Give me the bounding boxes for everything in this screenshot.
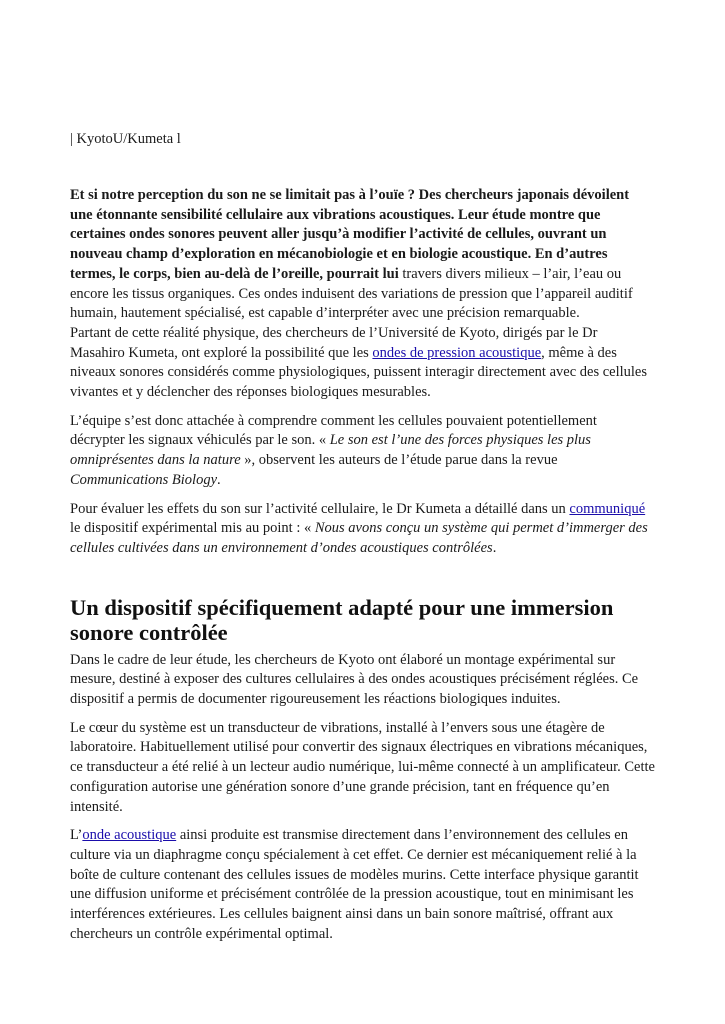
intro-bold-text: Et si notre perception du son ne se limitait pas à l’ouïe ? Des chercheurs japonais dévoilent une étonnante sensibilité cellulaire aux vibrations acoustiques. Leur étude montre que certaines ondes sonores peuvent aller jusqu’à modifier l’activité de cellules, ouvrant un nouveau champ d’exploration en mécanobiologie et en biologie acoustique. En d’autres termes, le corps, bien au-delà de l’oreille, pourrait lui bbox=[70, 187, 630, 282]
article-body bbox=[70, 186, 655, 954]
paragraph-2 bbox=[70, 324, 655, 403]
p7-text-after: ainsi produite est transmise directement dans l’environnement des cellules en culture via un diaphragme conçu spécialement à cet effet. Ce dernier est mécaniquement relié à la boîte de culture contenant des cellules issues de modèles murins. Cette interface physique garantit une diffusion uniforme et précisément contrôlée de la pression acoustique, tout en minimisant les interférences extérieures. Les cellules baignent ainsi dans un bain sonore maîtrisé, offrant aux chercheurs un contrôle expérimental optimal. bbox=[70, 827, 639, 942]
communique-link[interactable]: communiqué bbox=[569, 500, 646, 517]
p3-text: L’équipe s’est donc attachée à comprendre comment les cellules pouvaient potentiellement décrypter les signaux véhiculés par le son. « bbox=[70, 412, 597, 449]
p3-quote: Le son est l’une des forces physiques les plus omniprésentes dans la nature bbox=[70, 432, 591, 469]
intro-paragraph bbox=[70, 186, 655, 324]
p4-text: Pour évaluer les effets du son sur l’activité cellulaire, le Dr Kumeta a détaillé dans un bbox=[70, 500, 570, 517]
p4-text-end: . bbox=[492, 539, 497, 556]
p3-text-middle: », observent les auteurs de l’étude parue dans la revue bbox=[240, 452, 558, 469]
paragraph-3 bbox=[70, 412, 655, 491]
p4-text-middle: le dispositif expérimental mis au point : « bbox=[70, 520, 315, 537]
image-caption: | KyotoU/Kumeta l bbox=[70, 131, 181, 147]
paragraph-5: Dans le cadre de leur étude, les chercheurs de Kyoto ont élaboré un montage expérimental sur mesure, destiné à exposer des cultures cellulaires à des ondes acoustiques précisément réglées. Ce dispositif a permis de documenter rigoureusement les réactions biologiques induites. bbox=[70, 651, 639, 708]
intro-rest-text: travers divers milieux – l’air, l’eau ou encore les tissus organiques. Ces ondes induisent des variations de pression que l’appareil auditif humain, hautement spécialisé, est capable d’interpréter avec une précision remarquable. bbox=[70, 265, 633, 322]
p3-text-end: . bbox=[217, 471, 221, 488]
paragraph-6: Le cœur du système est un transducteur de vibrations, installé à l’envers sous une étagère de laboratoire. Habituellement utilisé pour convertir des signaux électriques en vibrations mécaniques, ce transducteur a été relié à un lecteur audio numérique, lui-même connecté à un amplificateur. Cette configuration autorise une génération sonore d’une grande précision, tant en fréquence qu’en intensité. bbox=[70, 719, 655, 815]
p2-text-after: , même à des niveaux sonores considérés comme physiologiques, puissent interagir directement avec des cellules vivantes et y déclencher des réponses biologiques mesurables. bbox=[70, 344, 648, 401]
journal-name: Communications Biology bbox=[70, 471, 218, 488]
p4-quote: Nous avons conçu un système qui permet d’immerger des cellules cultivées dans un environnement d’ondes acoustiques contrôlées bbox=[70, 520, 648, 556]
onde-acoustique-link[interactable]: onde acoustique bbox=[82, 827, 177, 844]
ondes-de-pression-acoustique-link[interactable]: ondes de pression acoustique bbox=[372, 344, 542, 361]
p7-text: L’ bbox=[70, 827, 83, 844]
p2-text: Partant de cette réalité physique, des chercheurs de l’Université de Kyoto, dirigés par le Dr Masahiro Kumeta, ont exploré la possibilité que les bbox=[70, 324, 598, 361]
section-heading: Un dispositif spécifiquement adapté pour une immersion sonore contrôlée bbox=[70, 594, 614, 645]
paragraph-4 bbox=[70, 500, 655, 559]
paragraph-7 bbox=[70, 826, 655, 944]
